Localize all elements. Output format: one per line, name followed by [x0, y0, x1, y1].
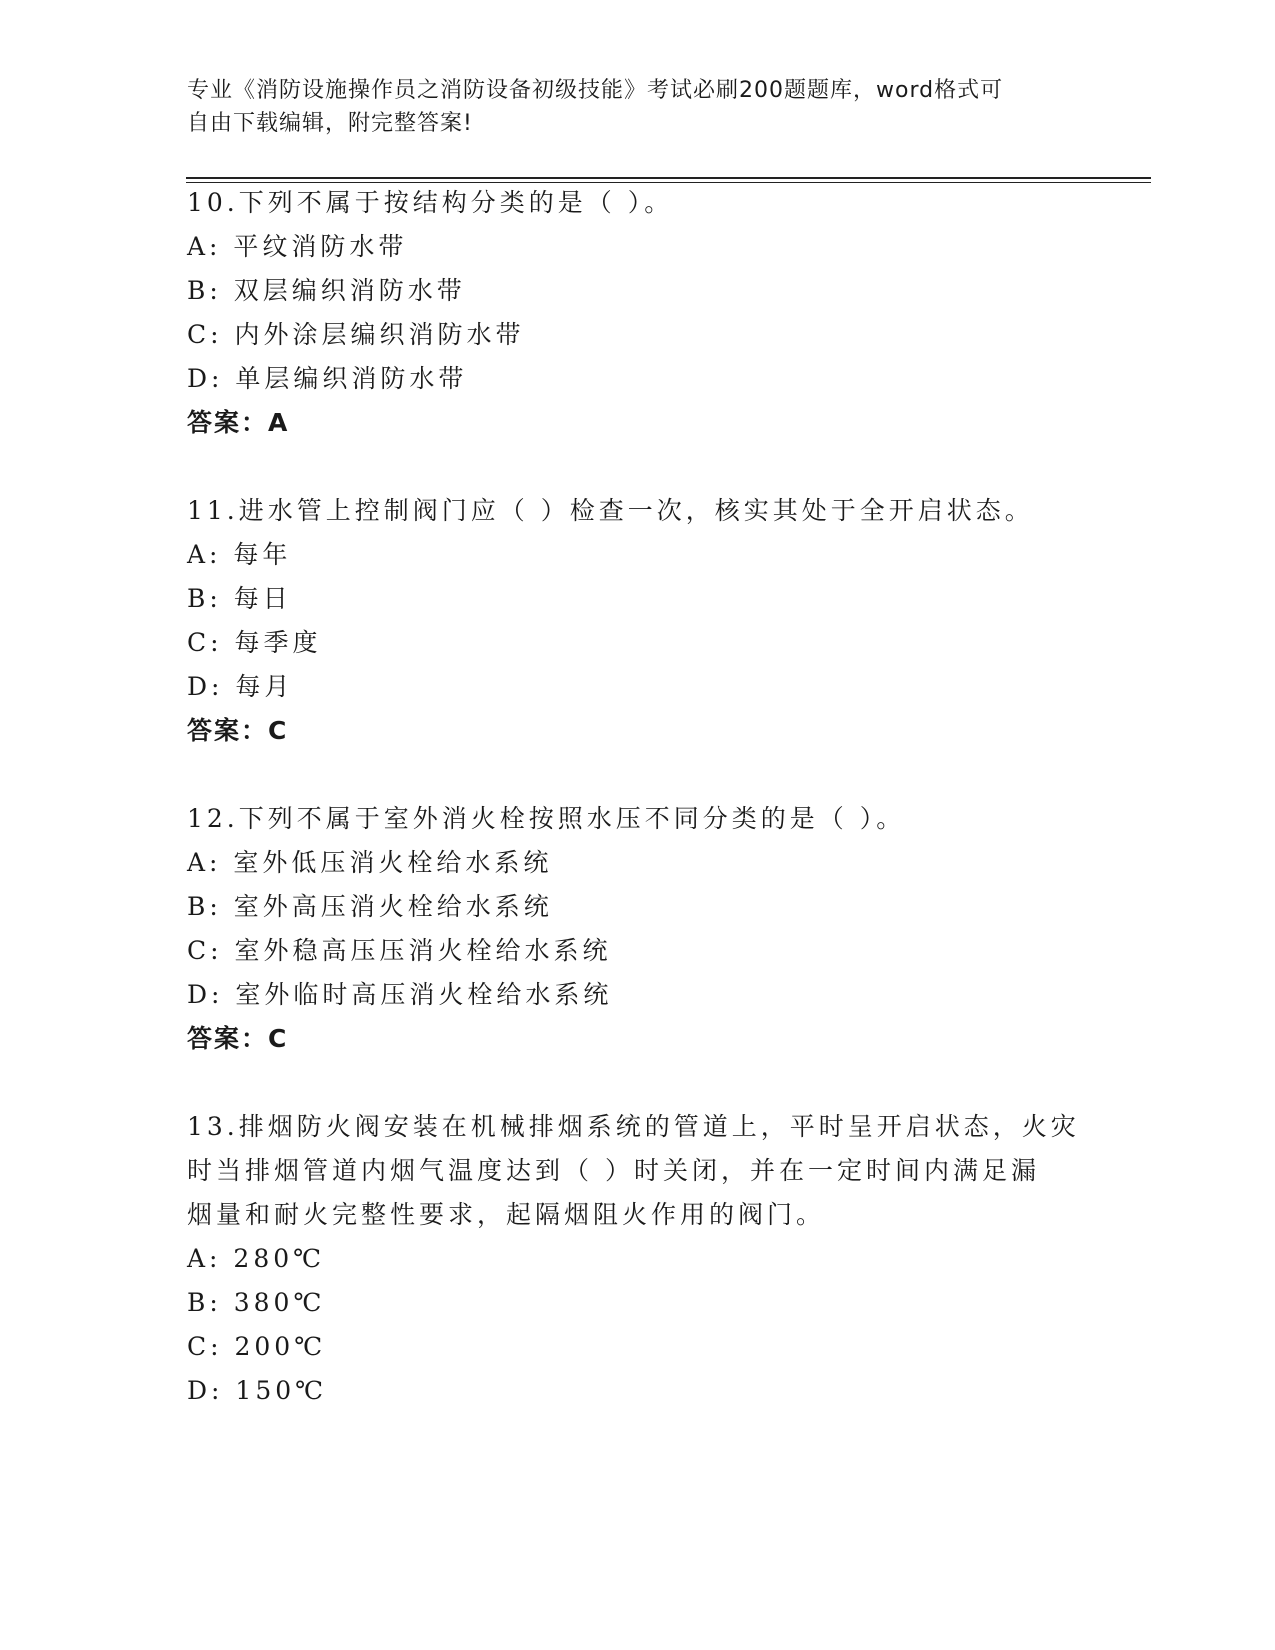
question-12-answer: 答案：C [187, 1024, 289, 1053]
question-11-option-d: D: 每月 [187, 672, 294, 701]
header-divider-thin [186, 182, 1151, 183]
header-divider-thick [186, 177, 1151, 179]
question-13-option-d: D: 150℃ [187, 1376, 328, 1405]
question-11-option-a: A: 每年 [187, 540, 292, 569]
question-11-answer: 答案：C [187, 716, 289, 745]
question-10-option-b: B: 双层编织消防水带 [187, 276, 466, 305]
question-12-option-b: B: 室外高压消火栓给水系统 [187, 892, 553, 921]
question-10-answer: 答案：A [187, 408, 290, 437]
question-13-stem-line-3: 烟量和耐火完整性要求，起隔烟阻火作用的阀门。 [187, 1200, 826, 1229]
question-13-option-b: B: 380℃ [187, 1288, 326, 1317]
question-12-stem: 12.下列不属于室外消火栓按照水压不同分类的是（ ）。 [187, 804, 906, 833]
question-10-stem: 10.下列不属于按结构分类的是（ ）。 [187, 188, 674, 217]
header-line-2: 自由下载编辑，附完整答案! [187, 111, 473, 136]
question-13-stem-line-2: 时当排烟管道内烟气温度达到（ ）时关闭，并在一定时间内满足漏 [187, 1156, 1040, 1185]
question-11-option-c: C: 每季度 [187, 628, 322, 657]
question-13-stem-line-1: 13.排烟防火阀安装在机械排烟系统的管道上，平时呈开启状态，火灾 [187, 1112, 1080, 1141]
question-12-option-c: C: 室外稳高压压消火栓给水系统 [187, 936, 612, 965]
header-line-1: 专业《消防设施操作员之消防设备初级技能》考试必刷200题题库，word格式可 [187, 78, 1004, 103]
question-13-option-c: C: 200℃ [187, 1332, 327, 1361]
question-10-option-a: A: 平纹消防水带 [187, 232, 408, 261]
question-11-stem: 11.进水管上控制阀门应（ ）检查一次，核实其处于全开启状态。 [187, 496, 1034, 525]
question-11-option-b: B: 每日 [187, 584, 292, 613]
question-10-option-c: C: 内外涂层编织消防水带 [187, 320, 525, 349]
question-13-option-a: A: 280℃ [187, 1244, 326, 1273]
document-header [187, 74, 1087, 140]
question-12-option-a: A: 室外低压消火栓给水系统 [187, 848, 553, 877]
question-10-option-d: D: 单层编织消防水带 [187, 364, 468, 393]
question-12-option-d: D: 室外临时高压消火栓给水系统 [187, 980, 613, 1009]
